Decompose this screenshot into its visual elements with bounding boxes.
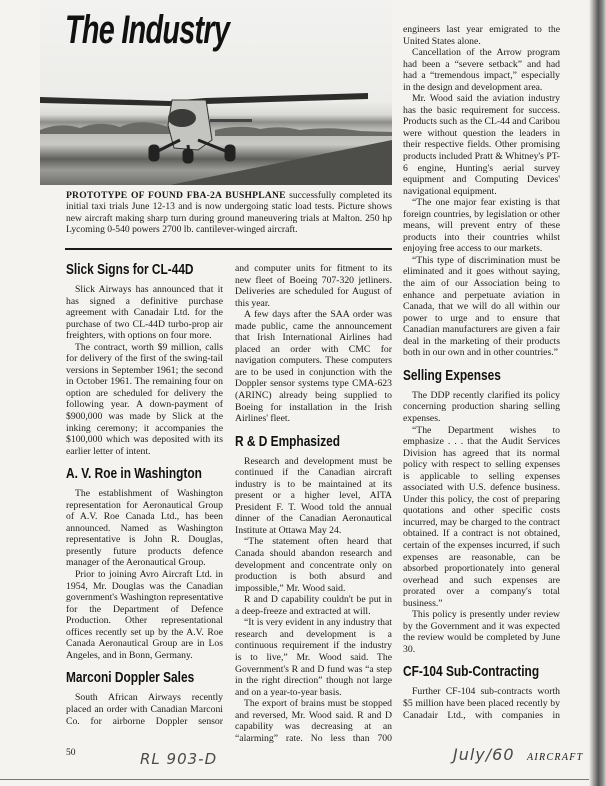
column-1 xyxy=(66,262,223,727)
article-paragraph: The DDP recently clarified its policy concerning production sharing selling expenses. xyxy=(403,389,560,424)
caption-text: successfully completed its initial taxi trials June 12-13 and is now undergoing static load tests. Picture shows new aircraft making sharp turn during ground maneuvering trials at Malton. 250 hp Lycoming 0-540 powers 2700 lb. cantilever-winged aircraft. xyxy=(66,190,392,236)
article-paragraph: The export of brains must be stopped and reversed, Mr. Wood said. R and D capability was decreasing at an “alarming” rate. No less than 700 xyxy=(235,698,392,744)
column-2 xyxy=(235,263,392,744)
article-paragraph: “The statement often heard that Canada should abandon research and development and concentrate only on production is both absurd and impossible,” Mr. Wood said. xyxy=(235,536,392,594)
article-heading: Marconi Doppler Sales xyxy=(66,670,195,687)
tailplane xyxy=(210,119,252,122)
article-paragraph: Prior to joining Avro Aircraft Ltd. in 1954, Mr. Douglas was the Canadian government's Washington representative for the Department of Defence Production. Other representational offices recently set up by the A.V. Roe Canada Aeronautical Group are in Los Angeles, and in Bonn, Germany. xyxy=(66,569,223,661)
article-paragraph: Mr. Wood said the aviation industry has the basic requirement for success. Products such as the CL-44 and Caribou were without question the leaders in their respective fields. Other promising products included Pratt & Whitney's PT-6 engine, Hunting's aerial survey equipment and Computing Devices' navigational equipment. xyxy=(403,93,560,197)
article-paragraph: South African Airways recently placed an order with Canadian Marconi Co. for airborne Doppler sensor xyxy=(66,692,223,727)
article-heading: Selling Expenses xyxy=(403,367,501,384)
article-heading: CF-104 Sub-Contracting xyxy=(403,664,540,681)
page-edge xyxy=(0,779,590,780)
article-paragraph: “The one major fear existing is that foreign countries, by legislation or other means, will prevent entry of these products into their countries whilst enjoying free access to our markets. xyxy=(403,197,560,255)
magazine-name: AIRCRAFT xyxy=(527,752,584,763)
article-paragraph: R and D capability couldn't be put in a deep-freeze and extracted at will. xyxy=(235,594,392,617)
handwritten-reference: RL 903-D xyxy=(140,750,218,768)
engine-cowl xyxy=(168,109,196,127)
section-divider xyxy=(65,248,392,250)
article-paragraph: “The Department wishes to emphasize . . . that the Audit Services Division has agreed that its normal policy with respect to selling expenses is applicable to selling expenses associated with U.S. defence business. Under this policy, the cost of preparing quotations and other specific costs incurred, may be charged to the contract obtained. If a contract is not obtained, certain of the expenses incurred, if such expenses are reasonable, can be absorbed proportionately into general overhead and such expenses are prorated over a company's total business.” xyxy=(403,424,560,609)
treeline xyxy=(40,122,392,136)
article-paragraph-continued: and computer units for fitment to its new fleet of Boeing 707-320 jetliners. Deliveries are scheduled for August of this year. xyxy=(235,263,392,309)
article-paragraph-continued: engineers last year emigrated to the United States alone. xyxy=(403,24,560,47)
caption-lead: PROTOTYPE OF FOUND FBA-2A BUSHPLANE xyxy=(66,190,286,201)
binding-shadow xyxy=(589,0,606,786)
article-heading: R & D Emphasized xyxy=(235,433,341,450)
article-paragraph: Cancellation of the Arrow program had been a “severe setback” and had had a “tremendous impact,” especially in the design and development area. xyxy=(403,47,560,93)
article-paragraph: “This type of discrimination must be eliminated and it goes without saying, the aim of our Association being to enhance and perpetuate aviation in Canada, that we will do all within our power to urge and to ensure that Canadian manufacturers are given a fair deal in the marketing of their products both in our own and in other countries.” xyxy=(403,254,560,359)
article-heading: Slick Signs for CL-44D xyxy=(66,262,194,278)
article-paragraph: The establishment of Washington representation for Aeronautical Group of A.V. Roe Canada Ltd., has been announced. Named as Washington representative is John R. Douglas, presently future products defence manager of the Aeronautical Group. xyxy=(66,488,223,569)
article-paragraph: Slick Airways has announced that it has signed a definitive purchase agreement with Canadair Ltd. for the purchase of two CL-44D turbo-prop air freighters, with options on four more. xyxy=(66,284,223,342)
article-heading: A. V. Roe in Washington xyxy=(66,466,202,483)
article-paragraph: This policy is presently under review by the Government and it was expected the review would be completed by June 30. xyxy=(403,609,560,655)
handwritten-date: July/60 xyxy=(453,745,515,764)
column-3 xyxy=(403,24,560,721)
page-number: 50 xyxy=(66,748,76,758)
photo-caption xyxy=(66,190,392,236)
article-paragraph: Further CF-104 sub-contracts worth $5 million have been placed recently by Canadair Ltd., with companies in xyxy=(403,686,560,721)
article-paragraph: A few days after the SAA order was made public, came the announcement that Irish International Airlines had placed an order with CMC for navigation computers. These computers are to be used in conjunction with the Doppler sensor systems type CMA-623 (ARINC) already being supplied to Boeing for installation in the Irish Airlines' fleet. xyxy=(235,309,392,425)
article-paragraph: “It is very evident in any industry that research and development is a continuous requirement if the industry is to live,” Mr. Wood said. The Government's R and D fund was “a step in the right direction” though not large and on a year-to-year basis. xyxy=(235,617,392,698)
page-title: The Industry xyxy=(65,8,230,52)
article-paragraph: Research and development must be continued if the Canadian aircraft industry is to be maintained at its present or a higher level, AITA President F. T. Wood told the annual dinner of the Canadian Aeronautical Institute at Ottawa May 24. xyxy=(235,455,392,536)
article-paragraph: The contract, worth $9 million, calls for delivery of the first of the swing-tail versions in September 1961; the second in October 1961. The remaining four on option are scheduled for delivery the following year. A down-payment of $900,000 was made by Slick at the inking ceremony; it accompanies the $100,000 which was deposited with its earlier letter of intent. xyxy=(66,341,223,457)
